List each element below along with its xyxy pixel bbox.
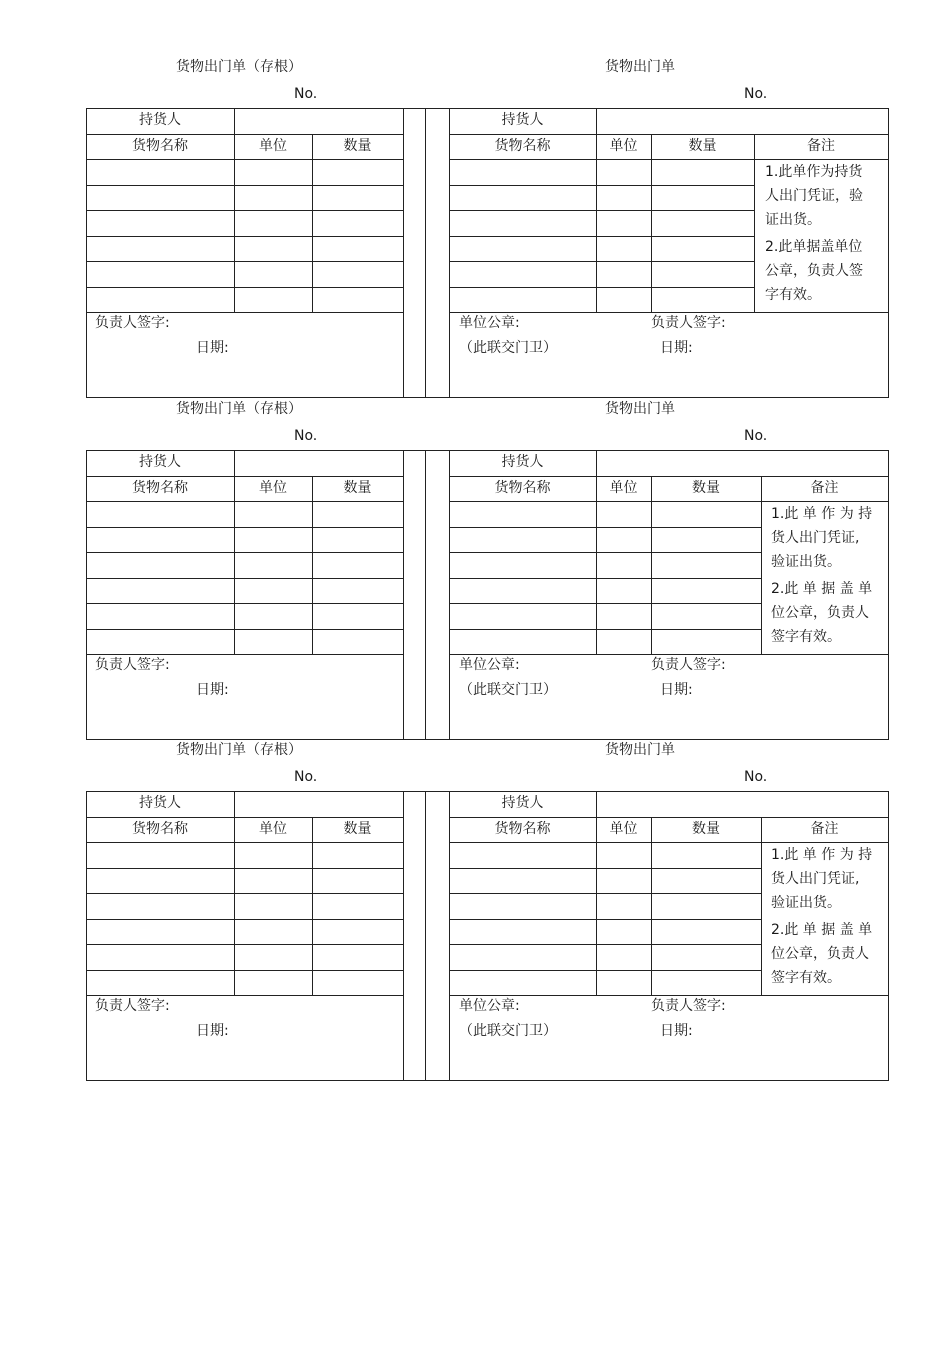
main-copy-note: （此联交门卫） [459, 1023, 557, 1039]
stub-row-line [86, 868, 404, 869]
stub-row-line [86, 210, 404, 211]
remark-note-line: 2.此 单 据 盖 单 [771, 922, 873, 938]
main-row-line [449, 919, 762, 920]
remark-note-line: 签字有效。 [771, 629, 841, 645]
perforation-line [425, 450, 426, 740]
remark-note-line: 验证出货。 [771, 895, 841, 911]
stub-row-line [86, 501, 404, 502]
main-row-line [449, 995, 889, 996]
remark-note-line: 1.此单作为持货 [765, 164, 863, 180]
main-header-remark: 备注 [810, 480, 839, 496]
main-date-label: 日期: [660, 682, 693, 698]
stub-row-line [86, 893, 404, 894]
main-seal-label: 单位公章: [459, 998, 520, 1014]
main-row-line [449, 312, 889, 313]
main-date-label: 日期: [660, 1023, 693, 1039]
stub-row-line [86, 552, 404, 553]
main-holder-label: 持货人 [501, 795, 544, 811]
stub-sign-label: 负责人签字: [95, 315, 170, 331]
main-sign-label: 负责人签字: [651, 998, 726, 1014]
stub-header-unit: 单位 [259, 138, 287, 154]
remark-note-line: 公章，负责人签 [765, 263, 863, 279]
main-header-name: 货物名称 [494, 138, 551, 154]
remark-note-line: 字有效。 [765, 287, 821, 303]
perforation-strip [403, 450, 450, 740]
remark-note-line: 2.此单据盖单位 [765, 239, 863, 255]
main-title: 货物出门单 [605, 742, 675, 758]
stub-col-line [312, 134, 313, 313]
stub-row-line [86, 654, 404, 655]
remark-note-line: 1.此 单 作 为 持 [771, 506, 873, 522]
stub-date-label: 日期: [196, 1023, 229, 1039]
main-row-line [449, 629, 762, 630]
main-date-label: 日期: [660, 340, 693, 356]
remark-note-line: 人出门凭证，验 [765, 188, 863, 204]
main-sign-label: 负责人签字: [651, 657, 726, 673]
stub-sign-label: 负责人签字: [95, 657, 170, 673]
main-header-remark: 备注 [810, 821, 839, 837]
remark-note-line: 验证出货。 [771, 554, 841, 570]
remark-note-line: 货人出门凭证, [771, 871, 860, 887]
main-row-line [449, 603, 762, 604]
main-header-remark: 备注 [807, 138, 835, 154]
remark-note-line: 1.此 单 作 为 持 [771, 847, 873, 863]
main-row-line [449, 893, 762, 894]
stub-number-label: No. [294, 86, 318, 102]
main-holder-label: 持货人 [501, 112, 544, 128]
stub-header-unit: 单位 [259, 480, 287, 496]
main-row-line [449, 261, 755, 262]
main-col-line [761, 817, 762, 996]
main-col-line [651, 476, 652, 655]
main-header-name: 货物名称 [494, 480, 551, 496]
stub-col-line [312, 476, 313, 655]
main-seal-label: 单位公章: [459, 315, 520, 331]
remark-note-line: 签字有效。 [771, 970, 841, 986]
stub-row-line [86, 312, 404, 313]
perforation-strip [403, 108, 450, 398]
main-copy-note: （此联交门卫） [459, 682, 557, 698]
stub-row-line [86, 842, 404, 843]
remark-note-line: 货人出门凭证, [771, 530, 860, 546]
stub-date-label: 日期: [196, 682, 229, 698]
stub-row-line [86, 236, 404, 237]
perforation-line [425, 108, 426, 398]
stub-number-label: No. [294, 769, 318, 785]
main-header-name: 货物名称 [494, 821, 551, 837]
stub-row-line [86, 287, 404, 288]
stub-row-line [86, 159, 404, 160]
stub-header-qty: 数量 [343, 821, 372, 837]
stub-row-line [86, 944, 404, 945]
main-row-line [449, 185, 755, 186]
stub-title: 货物出门单（存根） [176, 742, 302, 758]
stub-header-name: 货物名称 [132, 821, 188, 837]
main-copy-note: （此联交门卫） [459, 340, 557, 356]
stub-header-qty: 数量 [343, 480, 372, 496]
main-row-line [449, 868, 762, 869]
main-header-unit: 单位 [609, 480, 638, 496]
stub-holder-label: 持货人 [139, 112, 181, 128]
stub-row-line [86, 970, 404, 971]
stub-date-label: 日期: [196, 340, 229, 356]
main-header-qty: 数量 [692, 480, 720, 496]
main-title: 货物出门单 [605, 401, 675, 417]
main-header-unit: 单位 [609, 138, 638, 154]
stub-row-line [86, 603, 404, 604]
stub-number-label: No. [294, 428, 318, 444]
main-holder-label: 持货人 [501, 454, 544, 470]
main-col-line [651, 134, 652, 313]
stub-header-unit: 单位 [259, 821, 287, 837]
main-number-label: No. [744, 769, 768, 785]
main-col-line [761, 476, 762, 655]
stub-row-line [86, 185, 404, 186]
stub-holder-label: 持货人 [139, 454, 181, 470]
main-seal-label: 单位公章: [459, 657, 520, 673]
main-row-line [449, 287, 755, 288]
stub-row-line [86, 629, 404, 630]
stub-row-line [86, 261, 404, 262]
main-col-line [651, 817, 652, 996]
stub-holder-label: 持货人 [139, 795, 181, 811]
remark-note-line: 位公章，负责人 [771, 946, 869, 962]
perforation-line [425, 791, 426, 1081]
main-title: 货物出门单 [605, 59, 675, 75]
stub-title: 货物出门单（存根） [176, 59, 302, 75]
main-row-line [449, 210, 755, 211]
main-header-qty: 数量 [688, 138, 717, 154]
stub-row-line [86, 919, 404, 920]
stub-row-line [86, 995, 404, 996]
stub-row-line [86, 527, 404, 528]
main-number-label: No. [744, 86, 768, 102]
stub-header-name: 货物名称 [132, 138, 188, 154]
main-row-line [449, 654, 889, 655]
main-header-unit: 单位 [609, 821, 638, 837]
stub-col-line [312, 817, 313, 996]
remark-note-line: 位公章，负责人 [771, 605, 869, 621]
main-header-qty: 数量 [692, 821, 720, 837]
stub-sign-label: 负责人签字: [95, 998, 170, 1014]
remark-note-line: 证出货。 [765, 212, 821, 228]
main-col-line [754, 134, 755, 313]
main-row-line [449, 552, 762, 553]
stub-header-name: 货物名称 [132, 480, 188, 496]
main-row-line [449, 970, 762, 971]
stub-row-line [86, 578, 404, 579]
main-sign-label: 负责人签字: [651, 315, 726, 331]
stub-header-qty: 数量 [343, 138, 372, 154]
remark-note-line: 2.此 单 据 盖 单 [771, 581, 873, 597]
stub-title: 货物出门单（存根） [176, 401, 302, 417]
perforation-strip [403, 791, 450, 1081]
main-row-line [449, 236, 755, 237]
main-row-line [449, 527, 762, 528]
main-row-line [449, 944, 762, 945]
main-number-label: No. [744, 428, 768, 444]
main-row-line [449, 578, 762, 579]
